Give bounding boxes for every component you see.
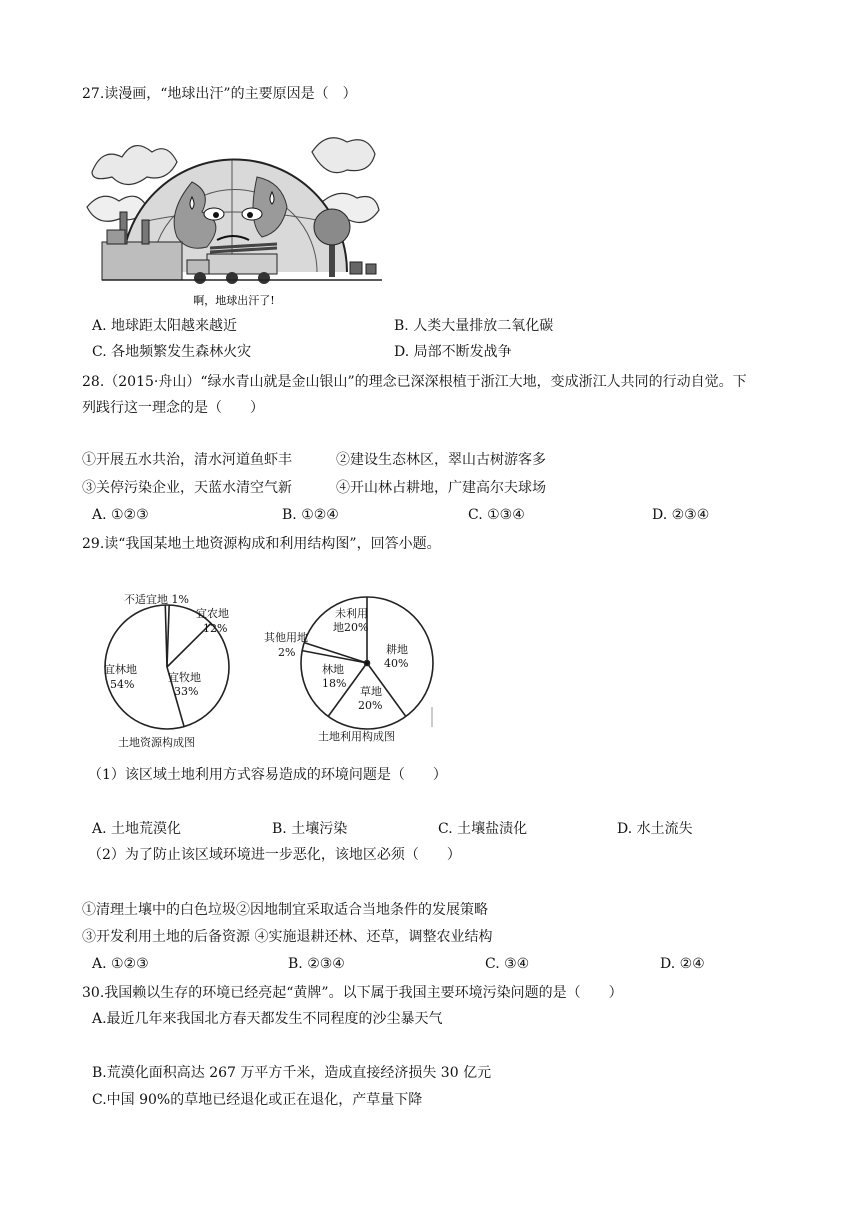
land-resource-pie-slice-boundary-不适宜地 (165, 605, 167, 667)
label-qita-pct: 2% (278, 646, 296, 659)
q27-option-d: D. 局部不断发战争 (394, 344, 512, 360)
q29-sub2-option-d: D. ②④ (660, 956, 705, 972)
q28-statement-4: ④开山林占耕地，广建高尔夫球场 (336, 480, 546, 496)
q28-stem-line2: 列践行这一理念的是（ ） (82, 400, 264, 416)
q29-sub2-statements-line1: ①清理土壤中的白色垃圾②因地制宜采取适合当地条件的发展策略 (82, 902, 488, 918)
q29-sub2-stem: （2）为了防止该区域环境进一步恶化，该地区必须（ ） (88, 847, 461, 863)
q28-statement-2: ②建设生态林区，翠山古树游客多 (336, 452, 546, 468)
q28-option-b: B. ①②④ (282, 507, 339, 523)
q29-sub1-option-b: B. 土壤污染 (272, 821, 348, 837)
label-weiliyong-pct: 地20% (333, 621, 369, 634)
q29-sub1-option-a: A. 土地荒漠化 (92, 821, 182, 837)
label-yinongdi-pct: 12% (203, 622, 228, 635)
q29-sub1-option-c: C. 土壤盐渍化 (438, 821, 528, 837)
label-lindi: 林地 (322, 663, 344, 676)
q28-statement-1: ①开展五水共治，清水河道鱼虾丰 (82, 452, 292, 468)
q29-sub1-stem: （1）该区域土地利用方式容易造成的环境问题是（ ） (88, 767, 447, 783)
q28-option-c: C. ①③④ (468, 507, 525, 523)
label-yimudi-pct: 33% (174, 685, 199, 698)
q29-pie-charts (82, 585, 442, 750)
q30-stem: 30.我国赖以生存的环境已经亮起“黄牌”。以下属于我国主要环境污染问题的是（ ） (82, 985, 623, 1001)
q30-option-b: B.荒漠化面积高达 267 万平方千米，造成直接经济损失 30 亿元 (92, 1065, 492, 1081)
q28-option-a: A. ①②③ (92, 507, 149, 523)
label-yimudi: 宜牧地 (168, 671, 201, 684)
label-weiliyong: 未利用 (335, 607, 368, 620)
q27-stem: 27.读漫画，“地球出汗”的主要原因是（ ） (82, 86, 357, 102)
q28-stem-line1: 28.（2015·舟山）“绿水青山就是金山银山”的理念已深深根植于浙江大地，变成浙江人共同的行动自觉。下 (82, 374, 747, 390)
q28-statement-3: ③关停污染企业，天蓝水清空气新 (82, 480, 292, 496)
q27-option-c: C. 各地频繁发生森林火灾 (92, 344, 252, 360)
label-yilindi-pct: 54% (110, 678, 135, 691)
q28-option-d: D. ②③④ (652, 507, 710, 523)
chart2-title: 土地利用构成图 (318, 730, 395, 743)
label-yilindi: 宜林地 (104, 663, 137, 676)
q29-sub2-option-a: A. ①②③ (92, 956, 149, 972)
chart1-title: 土地资源构成图 (118, 736, 195, 749)
q29-sub2-statements-line2: ③开发利用土地的后备资源 ④实施退耕还林、还草，调整农业结构 (82, 929, 493, 945)
q27-option-a: A. 地球距太阳越来越近 (92, 318, 238, 334)
label-gengdi: 耕地 (386, 643, 408, 656)
q29-sub2-option-b: B. ②③④ (288, 956, 345, 972)
q29-sub1-option-d: D. 水土流失 (617, 821, 693, 837)
label-caodi-pct: 20% (358, 699, 383, 712)
label-gengdi-pct: 40% (384, 657, 409, 670)
label-qita: 其他用地 (264, 631, 308, 644)
label-lindi-pct: 18% (322, 677, 347, 690)
label-caodi: 草地 (360, 685, 382, 698)
q29-sub2-option-c: C. ③④ (485, 956, 530, 972)
q30-option-c: C.中国 90%的草地已经退化或正在退化，产草量下降 (92, 1092, 423, 1108)
q30-option-a: A.最近几年来我国北方春天都发生不同程度的沙尘暴天气 (92, 1011, 443, 1027)
label-bushiyi: 不适宜地 1% (124, 593, 189, 606)
land-use-pie-center (365, 661, 370, 666)
q27-option-b: B. 人类大量排放二氧化碳 (394, 318, 554, 334)
q29-stem: 29.读“我国某地土地资源构成和利用结构图”，回答小题。 (82, 536, 441, 552)
cartoon-caption: 啊，地球出汗了! (193, 294, 275, 307)
label-yinongdi: 宜农地 (196, 607, 229, 620)
cartoon-sweating-earth (82, 112, 387, 312)
